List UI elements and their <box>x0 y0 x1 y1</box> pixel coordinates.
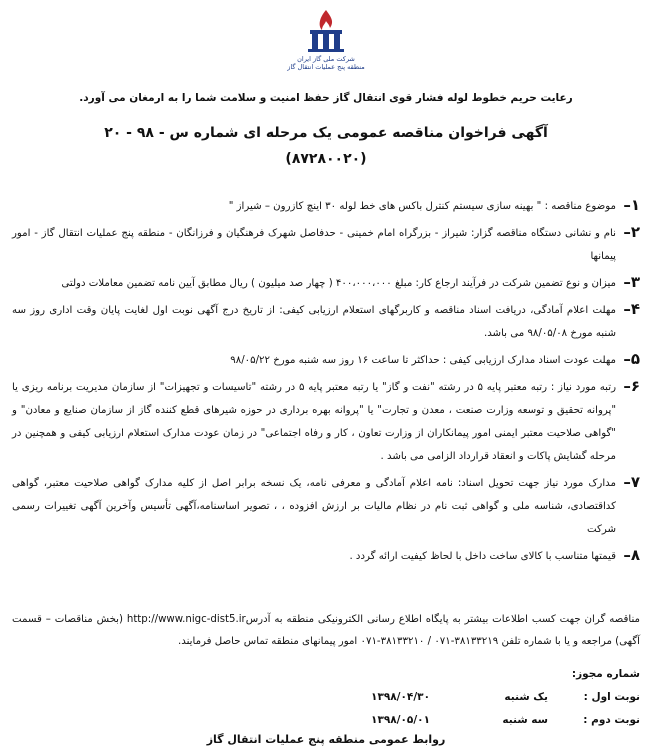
second-publication-label: نوبت دوم : <box>583 714 640 726</box>
item-number: ۴– <box>623 300 640 318</box>
list-item <box>12 349 640 372</box>
item-number: ۱– <box>623 196 640 214</box>
item-text: میزان و نوع تضمین شرکت در فرآیند ارجاع کار: مبلغ ۴۰۰،۰۰۰،۰۰۰ ( چهار صد میلیون ) ریال مطابق آیین نامه تضمین معاملات دولتی <box>61 278 616 289</box>
item-text: مهلت اعلام آمادگی، دریافت اسناد مناقصه و کاربرگهای استعلام ارزیابی کیفی: از تاریخ درج آگهی نوبت اول لغایت پایان وقت اداری روز سه شنبه مورخ ۹۸/۰۵/۰۸ می باشد. <box>12 305 616 339</box>
list-item <box>12 272 640 295</box>
list-item <box>12 472 640 541</box>
contact-paragraph: مناقصه گران جهت کسب اطلاعات بیشتر به پایگاه اطلاع رسانی الکترونیکی منطقه به آدرسhttp://www.nigc-dist5.ir (بخش مناقصات – قسمت آگهی) مراجعه و یا با شماره تلفن ۳۸۱۳۳۲۱۹-۰۷۱ / ۳۸۱۳۳۲۱۰-۰۷۱ امور پیمانهای منطقه تماس حاصل فرمایند. <box>12 614 640 647</box>
item-text: مهلت عودت اسناد مدارک ارزیابی کیفی : حداکثر تا ساعت ۱۶ روز سه شنبه مورخ ۹۸/۰۵/۲۲ <box>230 355 616 366</box>
list-item <box>12 376 640 468</box>
item-number: ۸– <box>623 546 640 564</box>
second-publication-day: سه شنبه <box>502 714 548 726</box>
list-item <box>12 299 640 345</box>
list-item <box>12 222 640 268</box>
first-publication-date: ۱۳۹۸/۰۴/۳۰ <box>371 691 430 703</box>
safety-slogan: رعایت حریم خطوط لوله فشار قوی انتقال گاز حفظ امنیت و سلامت شما را به ارمغان می آورد. <box>79 92 573 104</box>
publication-info <box>12 663 640 732</box>
item-number: ۳– <box>623 273 640 291</box>
tender-items <box>12 195 640 572</box>
item-number: ۶– <box>623 377 640 395</box>
public-relations-signature: روابط عمومی منطقه پنج عملیات انتقال گاز <box>206 733 446 746</box>
second-publication-date: ۱۳۹۸/۰۵/۰۱ <box>371 714 430 726</box>
second-publication-row <box>12 709 640 732</box>
item-number: ۵– <box>623 350 640 368</box>
first-publication-row <box>12 686 640 709</box>
item-text: رتبه مورد نیاز : رتبه معتبر پایه ۵ در رشته "نفت و گاز" یا رتبه معتبر پایه ۵ در رشته "تاسیسات و تجهیزات" از سازمان مدیریت برنامه ریزی یا "پروانه تحقیق و توسعه وزارت صنعت ، معدن و تجارت" یا "پروانه بهره برداری در حوزه شیرهای قطع کننده گاز از سازمان صنایع و معادن" و "گواهی صلاحیت معتبر ایمنی امور پیمانکاران از وزارت تعاون ، کار و رفاه اجتماعی" در زمان عودت مدارک استعلام ارزیابی کیفی و همچنین در مرحله گشایش پاکات و انعقاد قرارداد الزامی می باشد . <box>12 382 617 462</box>
item-text: مدارک مورد نیاز جهت تحویل اسناد: نامه اعلام آمادگی و معرفی نامه، یک نسخه برابر اصل از کلیه مدارک گواهی صلاحیت معتبر، گواهی کداقتصادی، شناسه ملی و گواهی ثبت نام در نظام مالیات بر ارزش افزوده ، ، تصویر اساسنامه،آگهی تأسیس وآخرین آگهی تغییرات رسمی شرکت <box>12 478 616 535</box>
list-item <box>12 545 640 568</box>
tender-title: آگهی فراخوان مناقصه عمومی یک مرحله ای شماره س - ۹۸ - ۲۰ <box>104 125 548 141</box>
company-logo <box>281 8 371 71</box>
permit-row <box>12 663 640 686</box>
item-text: موضوع مناقصه : " بهینه سازی سیستم کنترل باکس های خط لوله ۳۰ اینچ کازرون – شیراز " <box>228 201 616 212</box>
list-item <box>12 195 640 218</box>
item-text: نام و نشانی دستگاه مناقصه گزار: شیراز - بزرگراه امام خمینی - حدفاصل شهرک فرهنگیان و فرزانگان - منطقه پنج عملیات انتقال گاز - امور پیمانها <box>12 228 616 262</box>
company-name: شرکت ملی گاز ایران منطقه پنج عملیات انتقال گاز <box>287 55 365 71</box>
item-number: ۲– <box>623 223 640 241</box>
item-text: قیمتها متناسب با کالای ساخت داخل با لحاظ کیفیت ارائه گردد . <box>349 551 616 562</box>
first-publication-day: یک شنبه <box>504 691 548 703</box>
item-number: ۷– <box>623 473 640 491</box>
tender-code: (۸۷۲۸۰۰۲۰) <box>285 151 367 167</box>
permit-label: شماره مجوز: <box>571 668 640 680</box>
first-publication-label: نوبت اول : <box>583 691 640 703</box>
gas-flame-logo-icon <box>304 8 348 54</box>
